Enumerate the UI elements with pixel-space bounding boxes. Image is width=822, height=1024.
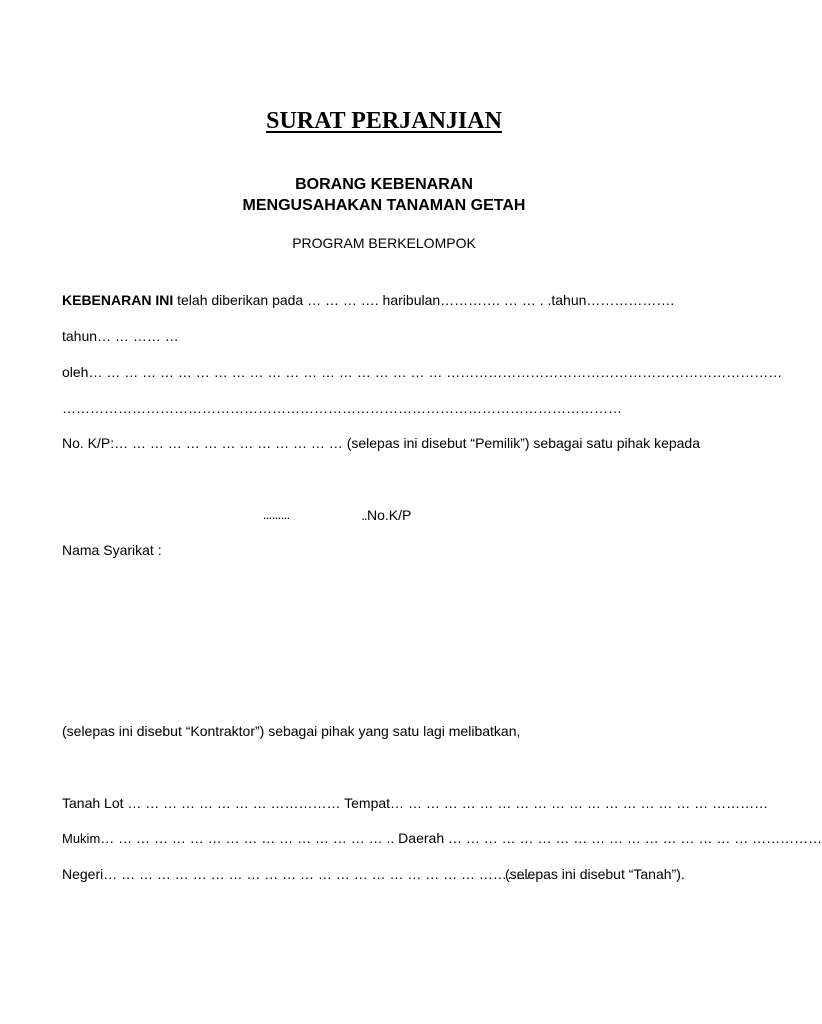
mukim-label: Mukim [62, 831, 101, 846]
blank-dots: ……… [263, 511, 290, 521]
mukim-line [62, 830, 822, 846]
permission-date-fields: telah diberikan pada … … … …. haribulan…………. … … . .tahun………………. [173, 292, 675, 308]
company-name-label: Nama Syarikat : [62, 542, 162, 558]
mukim-district-fields: … … … … … … … … … … … … … … … … .. Daerah … … … … … … … … … … … … … … … … … …………… [100, 830, 822, 846]
permission-lead: KEBENARAN INI [62, 292, 174, 308]
permission-line [62, 293, 699, 307]
contractor-ic-label [362, 508, 411, 522]
contractor-ic-text: No.K/P [367, 507, 412, 523]
owner-ic-line: No. K/P:… … … … … … … … … … … … … (selepas ini disebut “Pemilik”) sebagai satu pihak kepada [62, 435, 700, 451]
by-line-continued: ………………………………………………………………………………………………………… [62, 400, 622, 416]
state-line: Negeri… … … … … … … … … … … … … … … … … … … … … ………… [62, 866, 535, 882]
program-label: PROGRAM BERKELOMPOK [292, 235, 476, 251]
form-subheading: MENGUSAHAKAN TANAMAN GETAH [242, 197, 526, 214]
form-heading: BORANG KEBENARAN [295, 176, 473, 193]
contractor-ic-prefix: .. [362, 512, 368, 522]
land-lot-line: Tanah Lot … … … … … … … … …………… Tempat… … … … … … … … … … … … … … … … … … ………… [62, 795, 769, 811]
document-title: SURAT PERJANJIAN [266, 108, 502, 134]
year-line: tahun… … …… … [62, 328, 179, 344]
by-line: oleh… … … … … … … … … … … … … … … … … … … … ……………………………………………………………… [62, 364, 783, 380]
land-definition-note: (selepas ini disebut “Tanah”). [505, 866, 685, 882]
contractor-line: (selepas ini disebut “Kontraktor”) sebagai pihak yang satu lagi melibatkan, [62, 723, 521, 739]
